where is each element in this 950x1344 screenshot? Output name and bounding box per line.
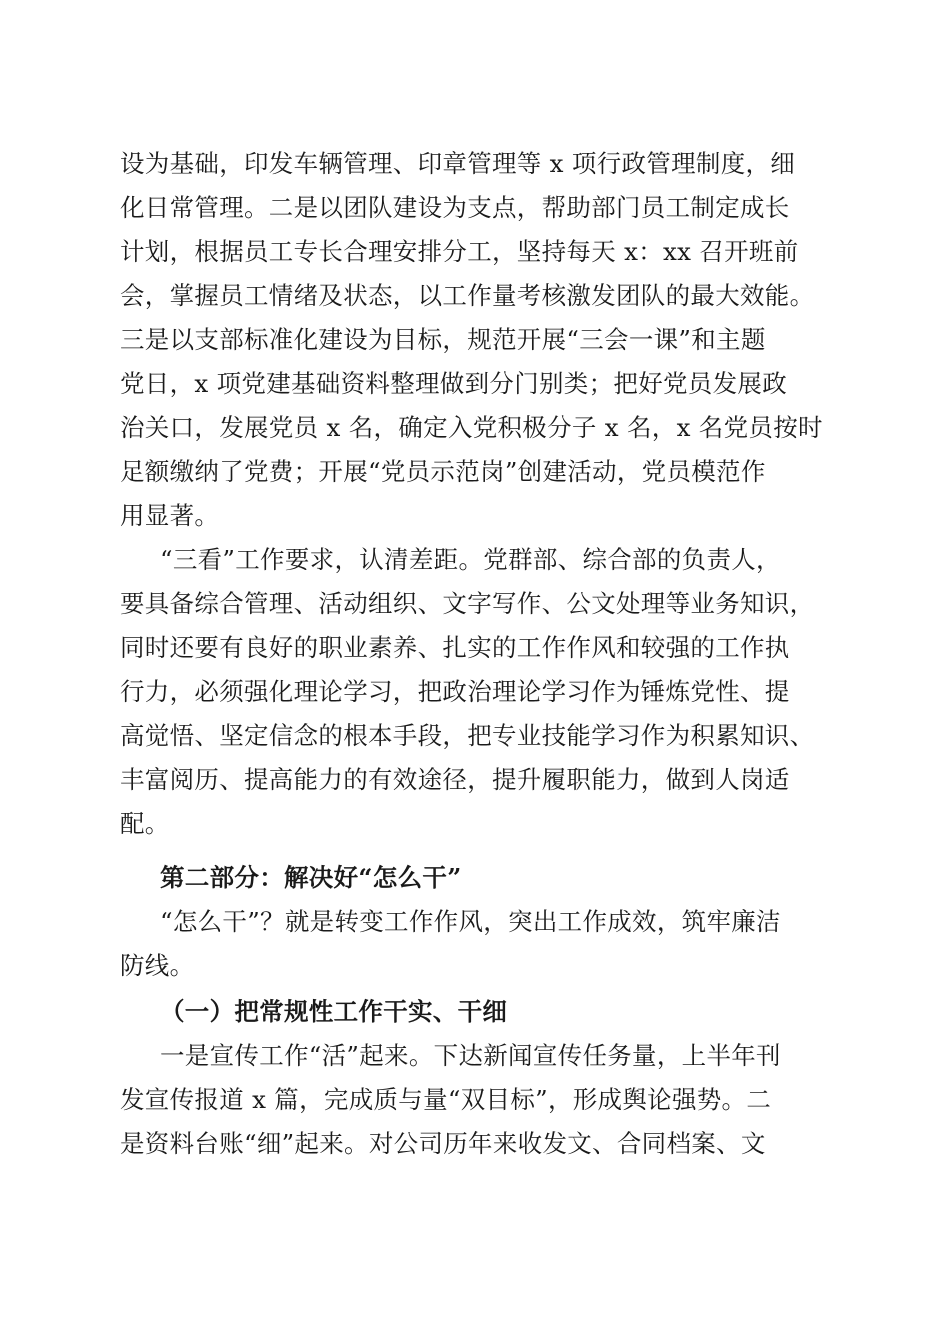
body-text-line: 化日常管理。二是以团队建设为支点，帮助部门员工制定成长 bbox=[120, 193, 790, 222]
paragraph-first-line: “三看”工作要求，认清差距。党群部、综合部的负责人， bbox=[160, 545, 781, 574]
body-text-line: 计划，根据员工专长合理安排分工，坚持每天 x：xx 召开班前 bbox=[120, 237, 799, 266]
body-text-line: 足额缴纳了党费；开展“党员示范岗”创建活动，党员模范作 bbox=[120, 457, 766, 486]
body-text-line: 会，掌握员工情绪及状态，以工作量考核激发团队的最大效能。 bbox=[120, 281, 815, 310]
body-text-line: 要具备综合管理、活动组织、文字写作、公文处理等业务知识， bbox=[120, 589, 815, 618]
paragraph-first-line: “怎么干”？就是转变工作作风，突出工作成效，筑牢廉洁 bbox=[160, 907, 781, 936]
body-text-line: 三是以支部标准化建设为目标，规范开展“三会一课”和主题 bbox=[120, 325, 766, 354]
section-heading: 第二部分：解决好“怎么干” bbox=[160, 863, 462, 892]
body-text-line: 用显著。 bbox=[120, 501, 220, 530]
body-text-line: 设为基础，印发车辆管理、印章管理等 x 项行政管理制度，细 bbox=[120, 149, 796, 178]
body-text-line: 行力，必须强化理论学习，把政治理论学习作为锤炼党性、提 bbox=[120, 677, 790, 706]
subsection-heading: （一）把常规性工作干实、干细 bbox=[160, 997, 508, 1026]
body-text-line: 发宣传报道 x 篇，完成质与量“双目标”，形成舆论强势。二 bbox=[120, 1085, 772, 1114]
body-text-line: 丰富阅历、提高能力的有效途径，提升履职能力，做到人岗适 bbox=[120, 765, 790, 794]
body-text-line: 防线。 bbox=[120, 951, 195, 980]
paragraph-first-line: 一是宣传工作“活”起来。下达新闻宣传任务量，上半年刊 bbox=[160, 1041, 781, 1070]
body-text-line: 配。 bbox=[120, 809, 170, 838]
body-text-line: 党日，x 项党建基础资料整理做到分门别类；把好党员发展政 bbox=[120, 369, 788, 398]
body-text-line: 同时还要有良好的职业素养、扎实的工作作风和较强的工作执 bbox=[120, 633, 790, 662]
body-text-line: 高觉悟、坚定信念的根本手段，把专业技能学习作为积累知识、 bbox=[120, 721, 815, 750]
body-text-line: 是资料台账“细”起来。对公司历年来收发文、合同档案、文 bbox=[120, 1129, 766, 1158]
body-text-line: 治关口，发展党员 x 名，确定入党积极分子 x 名，x 名党员按时 bbox=[120, 413, 823, 442]
